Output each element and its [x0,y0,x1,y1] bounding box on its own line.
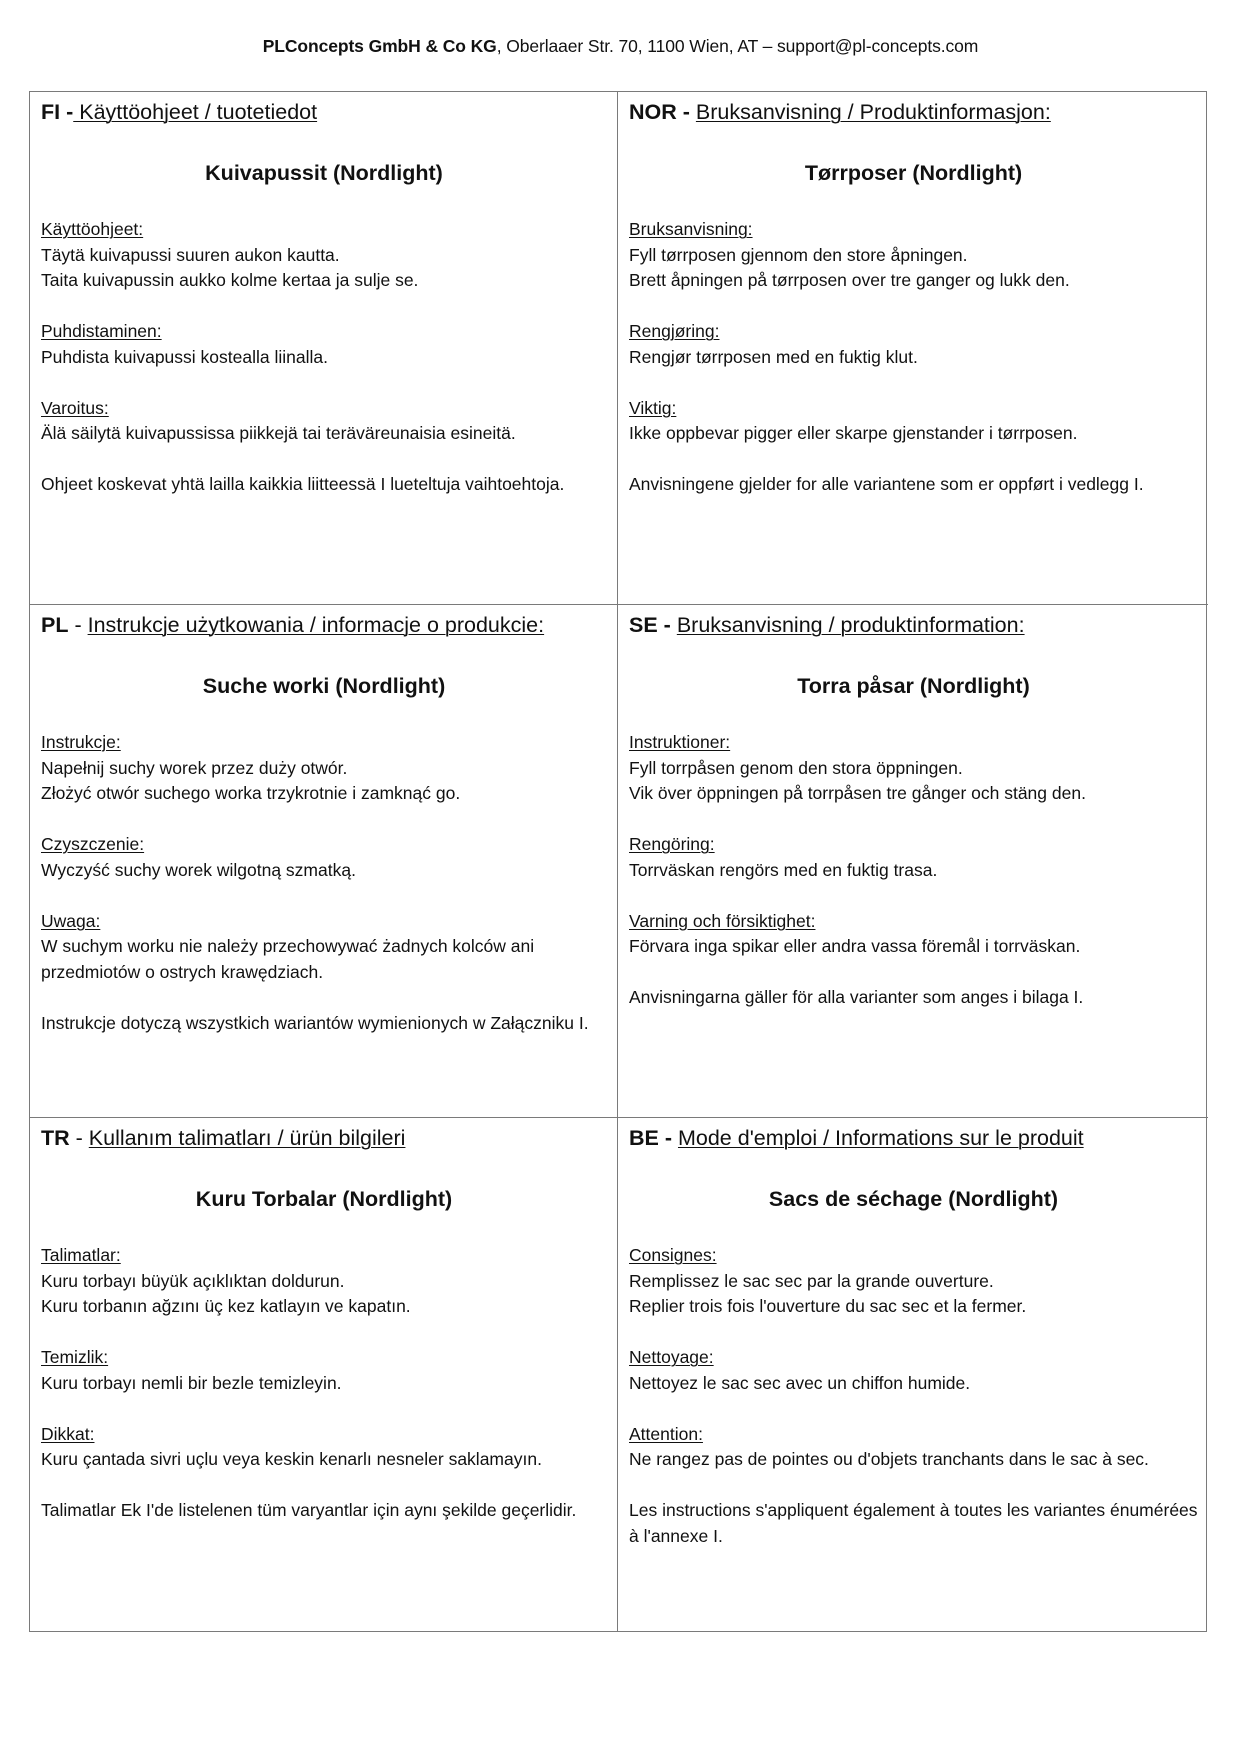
heading-title: Bruksanvisning / Produktinformasjon: [695,100,1051,124]
section-line: Vik över öppningen på torrpåsen tre gånger och stäng den. [629,783,1086,803]
section-line: Torrväskan rengörs med en fuktig trasa. [629,859,938,880]
cell-heading [41,98,607,126]
section-warning [629,396,1198,447]
cell-fi [30,92,618,605]
section-label: Temizlik: [41,1347,109,1367]
section-label: Talimatlar: [41,1245,121,1265]
section-line: Kuru torbayı büyük açıklıktan doldurun. [41,1270,345,1291]
company-name: PLConcepts GmbH & Co KG [262,36,497,56]
cell-pl [30,605,618,1118]
section-line: Kuru torbayı nemli bir bezle temizleyin. [41,1372,342,1393]
section-label: Czyszczenie: [41,834,145,854]
section-line: Nettoyez le sac sec avec un chiffon humide. [629,1372,971,1393]
section-cleaning [629,832,1198,883]
cell-tr [30,1118,618,1631]
heading-title: Käyttöohjeet / tuotetiedot [73,100,318,124]
cell-heading [629,1124,1198,1152]
section-instructions [41,1243,607,1320]
section-label: Attention: [629,1423,703,1444]
section-line: Napełnij suchy worek przez duży otwór. [41,757,348,778]
section-line: Täytä kuivapussi suuren aukon kautta. [41,244,340,265]
language-code: TR [41,1126,70,1150]
section-warning [41,909,607,986]
product-name: Sacs de séchage (Nordlight) [768,1187,1059,1211]
section-warning [629,909,1198,960]
cell-se [618,605,1208,1118]
cell-be [618,1118,1208,1631]
section-label: Rengjøring: [629,321,720,341]
section-label: Uwaga: [41,910,101,931]
product-name: Suche worki (Nordlight) [202,674,446,698]
section-line: Brett åpningen på tørrposen over tre ganger og lukk den. [629,270,1070,290]
section-label: Varoitus: [41,397,109,418]
language-code: PL [41,613,69,637]
variants-note: Talimatlar Ek I'de listelenen tüm varyantlar için aynı şekilde geçerlidir. [41,1500,577,1520]
section-line: Fyll torrpåsen genom den stora öppningen. [629,757,963,778]
heading-title: Mode d'emploi / Informations sur le produit [677,1126,1084,1150]
cell-heading: TR - Kullanım talimatları / ürün bilgileri [41,1126,406,1150]
section-label: Instrukcje: [41,732,121,752]
section-label: Varning och försiktighet: [629,910,816,931]
section-line: W suchym worku nie należy przechowywać żadnych kolców ani przedmiotów o ostrych krawędziach. [41,936,535,982]
product-name: Kuru Torbalar (Nordlight) [195,1187,453,1211]
section-line: Wyczyść suchy worek wilgotną szmatką. [41,859,356,880]
section-label: Käyttöohjeet: [41,219,144,239]
section-line: Ne rangez pas de pointes ou d'objets tranchants dans le sac à sec. [629,1449,1149,1469]
section-line: Kuru torbanın ağzını üç kez katlayın ve kapatın. [41,1296,411,1316]
variants-note: Les instructions s'appliquent également à toutes les variantes énumérées à l'annexe I. [629,1500,1198,1546]
section-line: Remplissez le sac sec par la grande ouverture. [629,1270,994,1291]
section-line: Fyll tørrposen gjennom den store åpningen. [629,244,968,265]
section-warning [41,396,607,447]
language-grid [29,91,1207,1632]
cell-nor [618,92,1208,605]
section-label: Bruksanvisning: [629,219,753,239]
cell-heading [629,611,1198,639]
language-code: FI - [41,100,74,124]
section-line: Kuru çantada sivri uçlu veya keskin kenarlı nesneler saklamayın. [41,1449,542,1469]
section-instructions [41,217,607,294]
product-name: Torra påsar (Nordlight) [797,674,1030,698]
section-instructions [629,1243,1198,1320]
section-line: Puhdista kuivapussi kostealla liinalla. [41,346,328,367]
section-instructions [629,730,1198,807]
section-label: Nettoyage: [629,1347,714,1367]
company-address: , Oberlaaer Str. 70, 1100 Wien, AT – support@pl-concepts.com [496,36,979,56]
section-line: Replier trois fois l'ouverture du sac sec et la fermer. [629,1296,1027,1316]
cell-heading: PL - Instrukcje użytkowania / informacje o produkcie: [41,613,545,637]
language-code: BE - [629,1126,672,1150]
section-label: Consignes: [629,1245,717,1265]
heading-title: Kullanım talimatları / ürün bilgileri [88,1126,406,1150]
variants-note: Anvisningene gjelder for alle variantene som er oppført i vedlegg I. [629,474,1144,494]
language-code: SE - [629,613,671,637]
section-cleaning [41,319,607,370]
section-instructions [41,730,607,807]
section-label: Rengöring: [629,834,715,854]
section-line: Taita kuivapussin aukko kolme kertaa ja sulje se. [41,270,419,290]
section-instructions [629,217,1198,294]
section-cleaning [41,832,607,883]
heading-title: Instrukcje użytkowania / informacje o produkcie: [87,613,545,637]
product-name: Kuivapussit (Nordlight) [205,161,443,185]
section-line: Älä säilytä kuivapussissa piikkejä tai teräväreunaisia esineitä. [41,423,516,443]
heading-title: Bruksanvisning / produktinformation: [676,613,1025,637]
section-line: Rengjør tørrposen med en fuktig klut. [629,346,918,367]
section-cleaning [629,319,1198,370]
section-line: Złożyć otwór suchego worka trzykrotnie i zamknąć go. [41,783,461,803]
section-line: Förvara inga spikar eller andra vassa föremål i torrväskan. [629,936,1081,956]
section-label: Instruktioner: [629,732,731,752]
product-name: Tørrposer (Nordlight) [804,161,1023,185]
section-cleaning [41,1345,607,1396]
section-cleaning [629,1345,1198,1396]
variants-note: Instrukcje dotyczą wszystkich wariantów wymienionych w Załączniku I. [41,1012,589,1033]
section-warning [41,1422,607,1473]
section-label: Viktig: [629,397,677,418]
page-header [0,36,1241,57]
section-label: Puhdistaminen: [41,321,162,341]
section-line: Ikke oppbevar pigger eller skarpe gjenstander i tørrposen. [629,423,1078,443]
language-code: NOR - [629,100,690,124]
section-warning [629,1422,1198,1473]
variants-note: Anvisningarna gäller för alla varianter som anges i bilaga I. [629,987,1084,1007]
section-label: Dikkat: [41,1423,95,1444]
variants-note: Ohjeet koskevat yhtä lailla kaikkia liitteessä I lueteltuja vaihtoehtoja. [41,474,565,494]
cell-heading [629,98,1198,126]
